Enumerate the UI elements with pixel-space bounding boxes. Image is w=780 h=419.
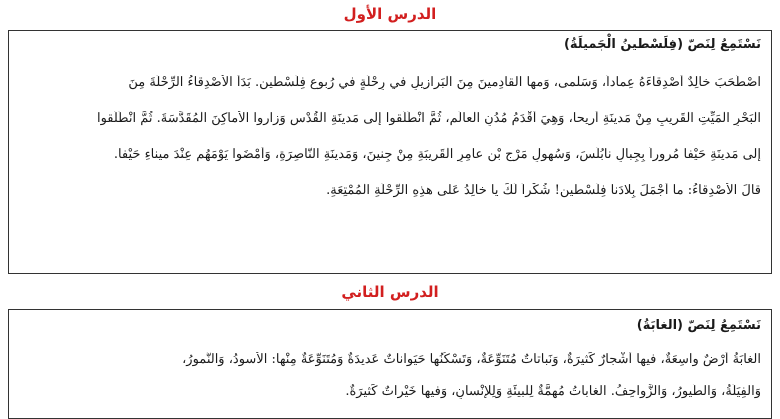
- lesson-2-text-box: [8, 309, 772, 419]
- lesson-1-paragraph-line: قالَ الأَصْدِقاءُ: ما أَجْمَلَ بِلادَنا فِلَسْطين! شُكْراً لَكَ يا خالِدُ عَلى هذِهِ الرِّحْلَةِ الْمُمْتِعَةِ.: [326, 183, 761, 198]
- lesson-1-text-box: [8, 30, 772, 274]
- lesson-1-title: نَسْتَمِعُ لِنَصّ (فِلَسْطينُ الْجَميلَةُ): [563, 37, 761, 52]
- lesson-1-heading: الدرس الأول: [343, 5, 437, 23]
- lesson-1-paragraph-line: إلى مَدينَةِ حَيْفا مُروراً بِجِبالِ نابُلُسَ، وَسُهولِ مَرْجِ بْنِ عامِرِ الْقَريبَةِ مِنْ جِنينَ، وَمَدينَةِ النّاصِرَةِ، وَأَمْضَوا يَوْمَهُم عِنْدَ ميناءِ حَيْفا.: [113, 147, 761, 162]
- lesson-2-title: نَسْتَمِعُ لِنَصّ (الغابَةُ): [636, 318, 761, 333]
- lesson-2-paragraph-line: الغابَةُ أَرْضٌ واسِعَةٌ، فيها أَشْجارٌ كَثيرَةٌ، وَنَباتاتٌ مُتَنَوِّعَةٌ، وَتَسْكُنُها حَيَواناتٌ عَديدَةٌ وَمُتَنَوِّعَةٌ مِنْها: الأُسودُ، وَالنُّمورُ،: [182, 352, 761, 367]
- lesson-1-paragraph-line: الْبَحْرِ الْمَيِّتِ الْقَريبِ مِنْ مَدينَةِ أَريحا، وَهِيَ أَقْدَمُ مُدُنِ الْعالَمِ، ثُمَّ انْطَلَقوا إلى مَدينَةِ الْقُدْسِ وَزاروا الأَماكِنَ الْمُقَدَّسَةَ. ثُمَّ انْطَلَقوا: [96, 111, 761, 126]
- lesson-1-paragraph-line: اصْطَحَبَ خالِدٌ أَصْدِقاءَهُ عِماداً، وَسَلْمى، وَمها القادِمينَ مِنَ الْبَرازيلِ في رِحْلَةٍ في رُبوعِ فِلَسْطين. بَدَأَ الأَصْدِقاءُ الرِّحْلَةَ مِنَ: [128, 75, 761, 90]
- lesson-2-heading: الدرس الثاني: [341, 283, 439, 301]
- lesson-2-paragraph-line: وَالفِيَلَةُ، وَالطُّيورُ، وَالزَّواحِفُ. الغاباتُ مُهِمَّةٌ لِلْبيئَةِ وَلِلإنْسانِ، وَفيها خَيْراتٌ كَثيرَةٌ.: [345, 384, 761, 399]
